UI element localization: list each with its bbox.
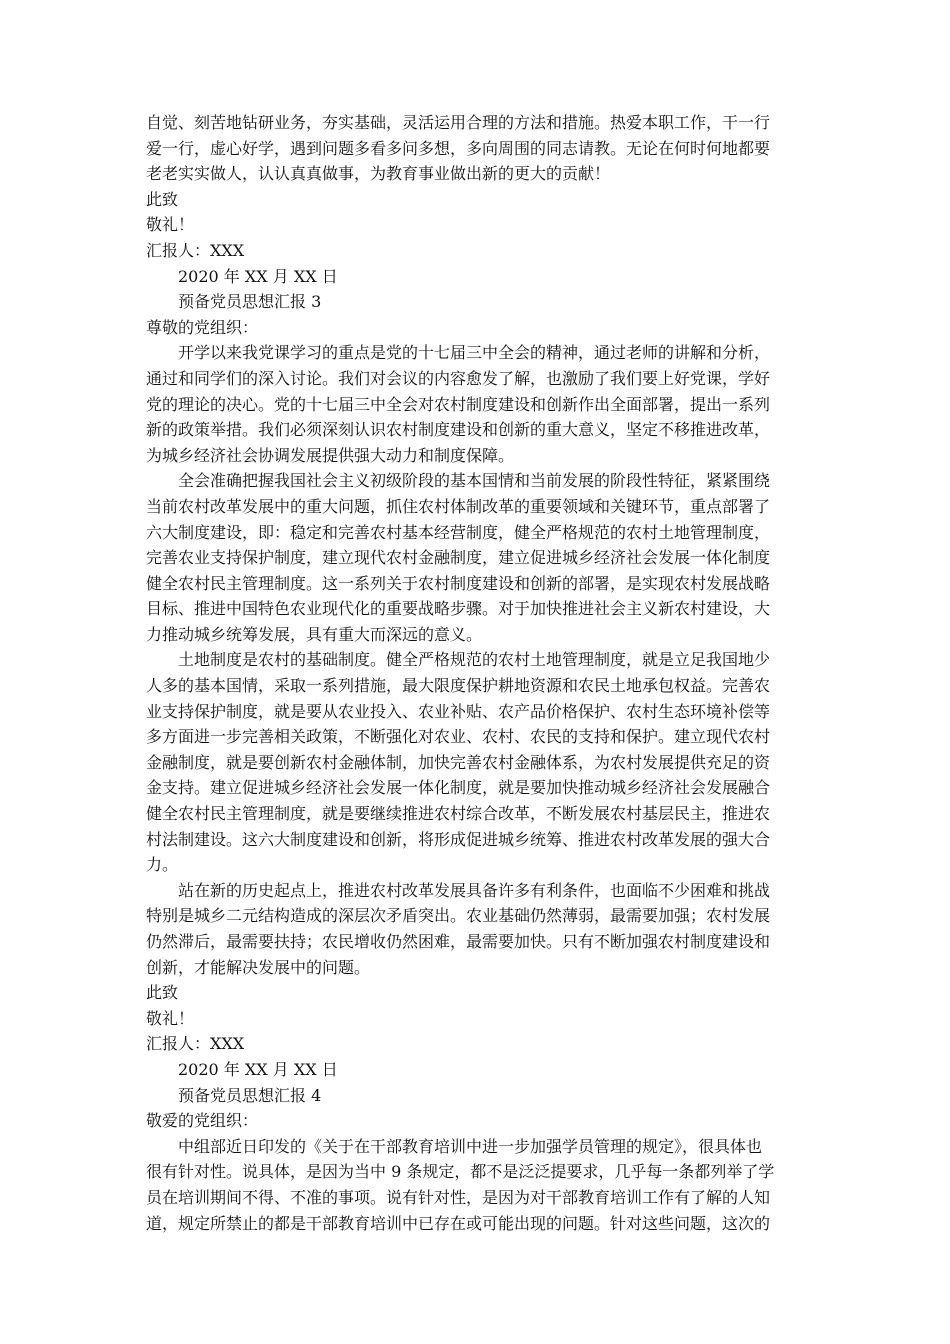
text-line: 人多的基本国情，采取一系列措施，最大限度保护耕地资源和农民土地承包权益。完善农 <box>146 676 771 696</box>
date-line: 2020 年 XX 月 XX 日 <box>178 1059 338 1079</box>
text-line: 新的政策举措。我们必须深刻认识农村制度建设和创新的重大意义，坚定不移推进改革， <box>146 420 771 440</box>
text-line: 爱一行，虚心好学，遇到问题多看多问多想，多向周围的同志请教。无论在何时何地都要 <box>146 138 771 158</box>
closing-regards: 敬礼！ <box>146 1008 195 1028</box>
text-line: 力。 <box>146 855 179 875</box>
section-title: 预备党员思想汇报 4 <box>178 1085 322 1105</box>
text-line: 为城乡经济社会协调发展提供强大动力和制度保障。 <box>146 445 515 465</box>
text-line: 开学以来我党课学习的重点是党的十七届三中全会的精神，通过老师的讲解和分析， <box>178 343 771 363</box>
text-line: 村法制建设。这六大制度建设和创新，将形成促进城乡统筹、推进农村改革发展的强大合 <box>146 829 771 849</box>
text-line: 党的理论的决心。党的十七届三中全会对农村制度建设和创新作出全面部署，提出一系列 <box>146 394 771 414</box>
document-page <box>146 110 810 1236</box>
text-line: 力推动城乡统筹发展，具有重大而深远的意义。 <box>146 624 483 644</box>
text-line: 金支持。建立促进城乡经济社会发展一体化制度，就是要加快推动城乡经济社会发展融合 <box>146 778 771 798</box>
text-line: 土地制度是农村的基础制度。健全严格规范的农村土地管理制度，就是立足我国地少 <box>178 650 771 670</box>
section-title: 预备党员思想汇报 3 <box>178 292 322 312</box>
paragraph <box>146 340 810 468</box>
text-line: 金融制度，就是要创新农村金融体制，加快完善农村金融体系，为农村发展提供充足的资 <box>146 752 771 772</box>
reporter-line: 汇报人：XXX <box>146 1034 245 1054</box>
text-line: 老老实实做人，认认真真做事，为教育事业做出新的更大的贡献！ <box>146 164 611 184</box>
closing-salutation: 此致 <box>146 983 179 1003</box>
greeting: 敬爱的党组织： <box>146 1111 259 1131</box>
text-line: 目标、推进中国特色农业现代化的重要战略步骤。对于加快推进社会主义新农村建设，大 <box>146 599 771 619</box>
text-line: 当前农村改革发展中的重大问题，抓住农村体制改革的重要领域和关键环节，重点部署了 <box>146 496 771 516</box>
text-line: 健全农村民主管理制度。这一系列关于农村制度建设和创新的部署，是实现农村发展战略 <box>146 573 771 593</box>
text-line: 员在培训期间不得、不准的事项。说有针对性，是因为对干部教育培训工作有了解的人知 <box>146 1187 771 1207</box>
text-line: 多方面进一步完善相关政策，不断强化对农业、农村、农民的支持和保护。建立现代农村 <box>146 727 771 747</box>
text-line: 道，规定所禁止的都是干部教育培训中已存在或可能出现的问题。针对这些问题，这次的 <box>146 1213 771 1233</box>
date-line: 2020 年 XX 月 XX 日 <box>178 266 338 286</box>
text-line: 很有针对性。说具体，是因为当中 9 条规定，都不是泛泛提要求，几乎每一条都列举了学 <box>146 1162 775 1182</box>
text-line: 六大制度建设，即：稳定和完善农村基本经营制度，健全严格规范的农村土地管理制度， <box>146 522 771 542</box>
text-line: 通过和同学们的深入讨论。我们对会议的内容愈发了解，也激励了我们要上好党课，学好 <box>146 368 771 388</box>
greeting: 尊敬的党组织： <box>146 317 259 337</box>
text-line: 全会准确把握我国社会主义初级阶段的基本国情和当前发展的阶段性特征，紧紧围绕 <box>178 471 771 491</box>
reporter-line: 汇报人：XXX <box>146 240 245 260</box>
text-line: 完善农业支持保护制度，建立现代农村金融制度，建立促进城乡经济社会发展一体化制度 <box>146 548 771 568</box>
text-line: 特别是城乡二元结构造成的深层次矛盾突出。农业基础仍然薄弱，最需要加强；农村发展 <box>146 906 771 926</box>
text-line: 中组部近日印发的《关于在干部教育培训中进一步加强学员管理的规定》，很具体也 <box>178 1136 763 1156</box>
text-line: 健全农村民主管理制度，就是要继续推进农村综合改革，不断发展农村基层民主，推进农 <box>146 804 771 824</box>
text-line: 自觉、刻苦地钻研业务，夯实基础，灵活运用合理的方法和措施。热爱本职工作，干一行 <box>146 113 771 132</box>
paragraph <box>146 647 810 877</box>
paragraph <box>146 468 810 647</box>
paragraph <box>146 878 810 980</box>
paragraph <box>146 1134 810 1236</box>
text-line: 站在新的历史起点上，推进农村改革发展具备许多有利条件，也面临不少困难和挑战 <box>178 880 771 900</box>
closing-salutation: 此致 <box>146 189 179 209</box>
text-line: 创新，才能解决发展中的问题。 <box>146 957 371 977</box>
section2-tail-paragraph <box>146 110 810 187</box>
text-line: 业支持保护制度，就是要从农业投入、农业补贴、农产品价格保护、农村生态环境补偿等 <box>146 701 771 721</box>
text-line: 仍然滞后，最需要扶持；农民增收仍然困难，最需要加快。只有不断加强农村制度建设和 <box>146 932 771 951</box>
closing-regards: 敬礼！ <box>146 215 195 235</box>
